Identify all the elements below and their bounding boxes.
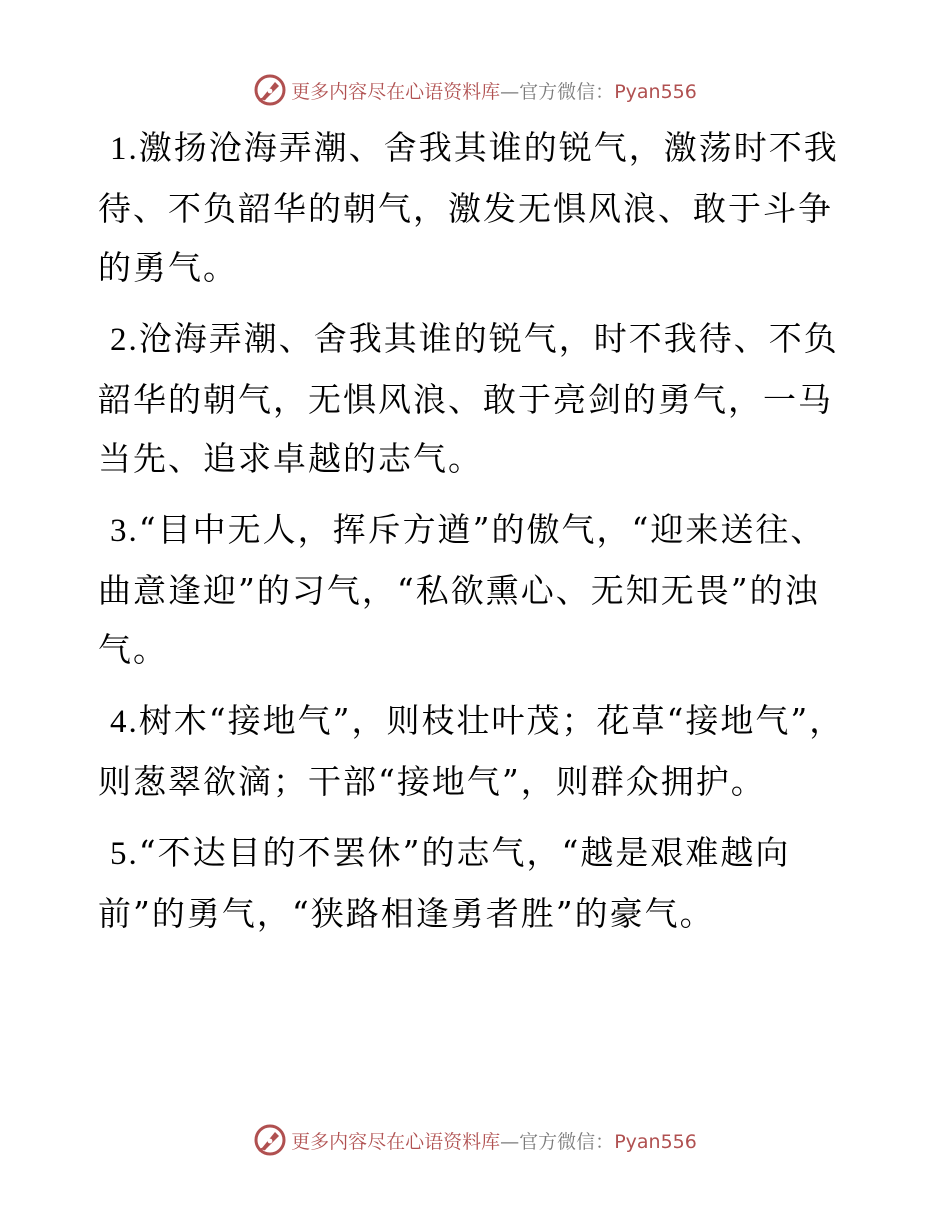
paragraph-text: 树木“接地气”，则枝壮叶茂；花草“接地气”，则葱翠欲滴；干部“接地气”，则群众拥护。 xyxy=(98,701,845,801)
paragraph-number: 2. xyxy=(110,322,139,358)
pen-nib-seal-icon xyxy=(253,73,287,107)
paragraph-1 xyxy=(98,118,858,297)
paragraph-number: 4. xyxy=(110,704,139,740)
paragraph-text: “目中无人，挥斥方遒”的傲气，“迎来送往、曲意逢迎”的习气，“私欲熏心、无知无畏”的浊气。 xyxy=(98,510,826,669)
footer-banner-wechat-label: 官方微信： xyxy=(519,1130,615,1153)
paragraph-number: 1. xyxy=(110,131,139,167)
header-banner-wechat-id: Pyan556 xyxy=(614,80,697,103)
header-banner xyxy=(0,68,950,112)
pen-nib-seal-icon xyxy=(253,1123,287,1157)
paragraph-3 xyxy=(98,500,858,679)
footer-banner-wechat-id: Pyan556 xyxy=(614,1130,697,1153)
paragraph-text: 沧海弄潮、舍我其谁的锐气，时不我待、不负韶华的朝气，无惧风浪、敢于亮剑的勇气，一马当先、追求卓越的志气。 xyxy=(98,319,839,478)
footer-banner-separator: — xyxy=(500,1130,520,1153)
paragraph-number: 5. xyxy=(110,836,139,872)
header-banner-text xyxy=(291,77,697,104)
paragraph-text: 激扬沧海弄潮、舍我其谁的锐气，激荡时不我待、不负韶华的朝气，激发无惧风浪、敢于斗争的勇气。 xyxy=(98,128,839,287)
paragraph-number: 3. xyxy=(110,513,139,549)
footer-banner xyxy=(0,1118,950,1162)
paragraph-2 xyxy=(98,309,858,488)
footer-banner-text xyxy=(291,1127,697,1154)
header-banner-separator: — xyxy=(500,80,520,103)
header-banner-main: 更多内容尽在心语资料库 xyxy=(291,80,501,103)
paragraph-4 xyxy=(98,691,858,811)
paragraph-text: “不达目的不罢休”的志气，“越是艰难越向前”的勇气，“狭路相逢勇者胜”的豪气。 xyxy=(98,833,791,933)
footer-banner-main: 更多内容尽在心语资料库 xyxy=(291,1130,501,1153)
paragraph-5 xyxy=(98,823,858,943)
header-banner-wechat-label: 官方微信： xyxy=(519,80,615,103)
document-body xyxy=(98,118,858,955)
